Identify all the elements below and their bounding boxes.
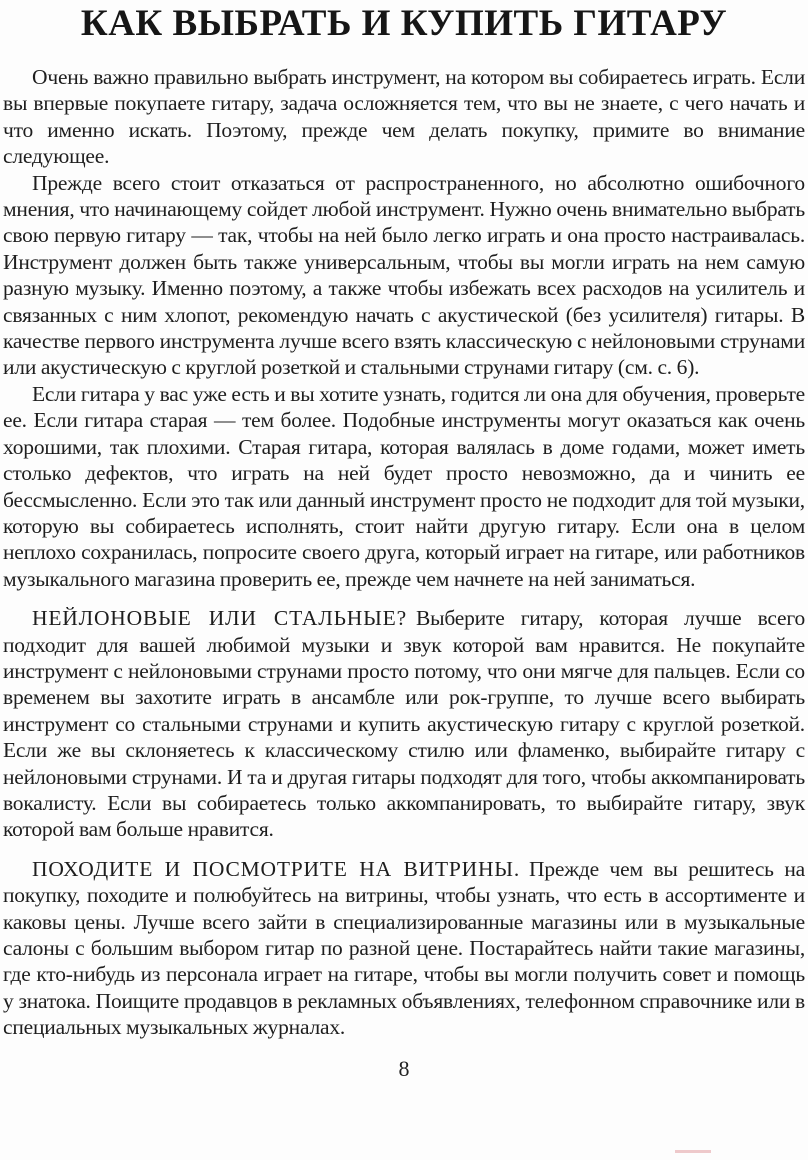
section-heading-nylon-or-steel: НЕЙЛОНОВЫЕ ИЛИ СТАЛЬНЫЕ? (32, 606, 407, 631)
page-number: 8 (398, 1055, 410, 1081)
section-heading-window-shopping: ПОХОДИТЕ И ПОСМОТРИТЕ НА ВИТРИНЫ. (32, 856, 521, 881)
section-nylon-or-steel (3, 605, 805, 843)
paragraph-first-guitar: Прежде всего стоит отказаться от распространенного, но абсолютно ошибочного мнения, что начинающему сойдет любой инструмент. Нужно очень внимательно выбрать свою первую гитару — так, чтобы на ней было легко играть и она просто настраивалась. Инструмент должен быть также универсальным, чтобы вы могли играть на нем самую разную музыку. Именно поэтому, а также чтобы избежать всех расходов на усилитель и связанных с ним хлопот, рекомендую начать с акустической (без усилителя) гитары. В качестве первого инструмента лучше всего взять классическую с нейлоновыми струнами или акустическую с круглой розеткой и стальными струнами гитару (см. с. 6). (3, 170, 805, 380)
section-window-shopping (3, 856, 805, 1041)
paragraph-intro: Очень важно правильно выбрать инструмент, на котором вы собираетесь играть. Если вы впервые покупаете гитару, задача осложняется тем, что вы не знаете, с чего начать и что именно искать. Поэтому, прежде чем делать покупку, примите во внимание следующее. (3, 65, 805, 169)
footer-mark (675, 1150, 711, 1153)
section-body-nylon-or-steel: Выберите гитару, которая лучше всего подходит для вашей любимой музыки и звук которой вам нравится. Не покупайте инструмент с нейлоновыми струнами просто потому, что они мягче для пальцев. Если со временем вы захотите играть в ансамбле или рок-группе, то лучше всего выбирать инструмент со стальными струнами и купить акустическую гитару с круглой розеткой. Если же вы склоняетесь к классическому стилю или фламенко, выбирайте гитару с нейлоновыми струнами. И та и другая гитары подходят для того, чтобы аккомпанировать вокалисту. Если вы собираетесь только аккомпанировать, то выбирайте гитару, звук которой вам больше нравится. (3, 606, 805, 842)
section-body-window-shopping: Прежде чем вы решитесь на покупку, походите и полюбуйтесь на витрины, чтобы узнать, что есть в ассортименте и каковы цены. Лучше всего зайти в специализированные магазины или в музыкальные салоны с большим выбором гитар по разной цене. Постарайтесь найти такие магазины, где кто-нибудь из персонала играет на гитаре, чтобы вы могли получить совет и помощь у знатока. Поищите продавцов в рекламных объявлениях, телефонном справочнике или в специальных музыкальных журналах. (3, 856, 805, 1040)
page-footer (3, 1056, 805, 1082)
paragraph-old-guitar: Если гитара у вас уже есть и вы хотите узнать, годится ли она для обучения, проверьте ее. Если гитара старая — тем более. Подобные инструменты могут оказаться как очень хорошими, так плохими. Старая гитара, которая валялась в доме годами, может иметь столько дефектов, что играть на ней будет просто невозможно, да и чинить ее бессмысленно. Если это так или данный инструмент просто не подходит для той музыки, которую вы собираетесь исполнять, стоит найти другую гитару. Если она в целом неплохо сохранилась, попросите своего друга, который играет на гитаре, или работников музыкального магазина проверить ее, прежде чем начнете на ней заниматься. (3, 381, 805, 591)
page-title: КАК ВЫБРАТЬ И КУПИТЬ ГИТАРУ (80, 3, 728, 44)
